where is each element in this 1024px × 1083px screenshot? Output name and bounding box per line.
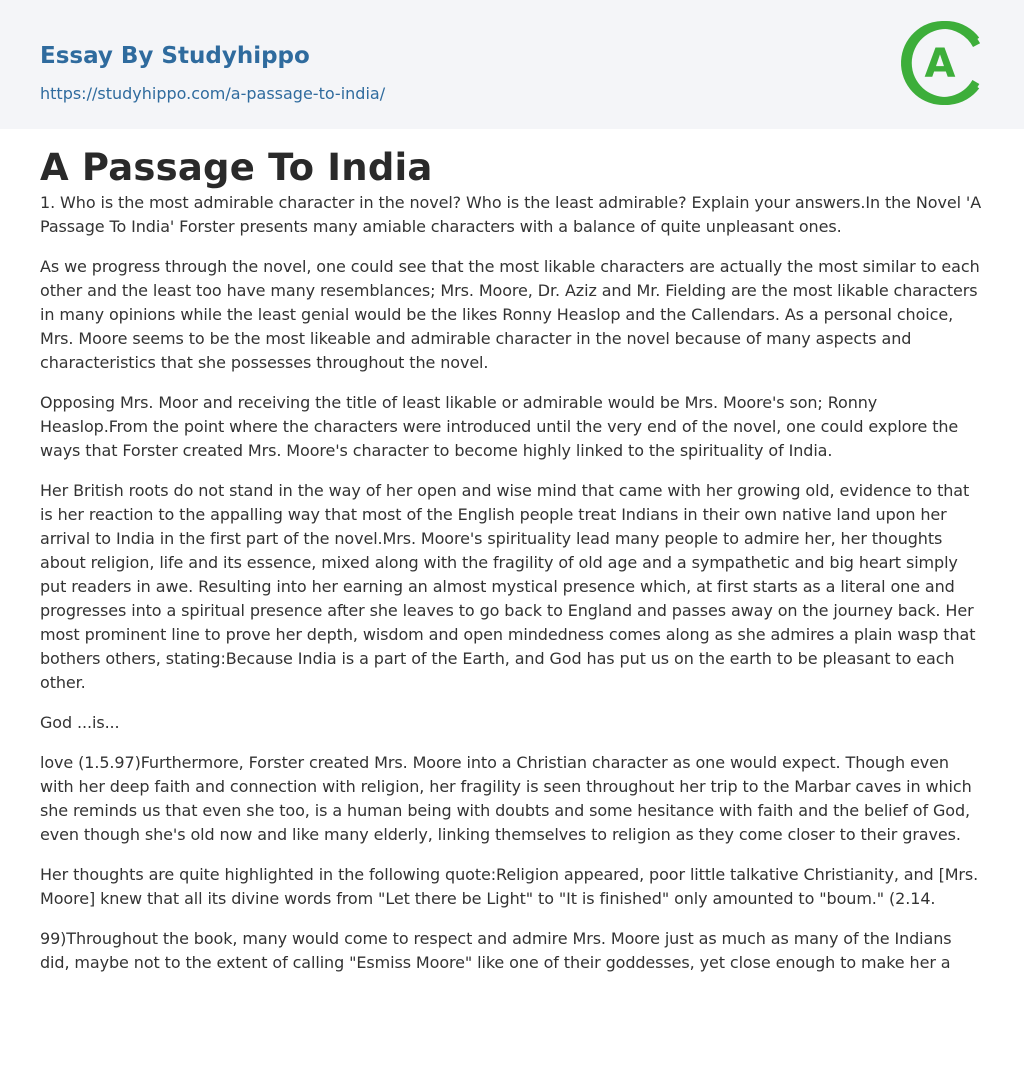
article-paragraph: love (1.5.97)Furthermore, Forster created Mrs. Moore into a Christian character as one would expect. Though even with her deep faith and connection with religion, her fragility is seen throughout her trip to the Marbar caves in which she reminds us that even she too, is a human being with doubts and some hesitance with faith and the belief of God, even though she's old now and like many elderly, linking themselves to religion as they come closer to their graves. bbox=[40, 753, 972, 844]
source-url-link[interactable]: https://studyhippo.com/a-passage-to-india/ bbox=[40, 84, 386, 103]
article-title: A Passage To India bbox=[40, 146, 433, 189]
article-paragraph: As we progress through the novel, one could see that the most likable characters are actually the most similar to each other and the least too have many resemblances; Mrs. Moore, Dr. Aziz and Mr. Fielding are the most likable characters in many opinions while the least genial would be the likes Ronny Heaslop and the Callendars. As a personal choice, Mrs. Moore seems to be the most likeable and admirable character in the novel because of many aspects and characteristics that she possesses throughout the novel. bbox=[40, 257, 980, 372]
article-paragraph: Her thoughts are quite highlighted in the following quote:Religion appeared, poor little talkative Christianity, and [Mrs. Moore] knew that all its divine words from "Let there be Light" to "It is finished" only amounted to "boum." (2.14. bbox=[40, 865, 979, 908]
logo-letter: A bbox=[924, 41, 956, 87]
article-paragraph: God ...is... bbox=[40, 713, 120, 732]
article-paragraph: Opposing Mrs. Moor and receiving the title of least likable or admirable would be Mrs. Moore's son; Ronny Heaslop.From the point where the characters were introduced until the very end of the novel, one could explore the ways that Forster created Mrs. Moore's character to become highly linked to the spirituality of India. bbox=[40, 393, 959, 460]
brand-title[interactable]: Essay By Studyhippo bbox=[40, 43, 310, 69]
article-paragraph: 1. Who is the most admirable character in the novel? Who is the least admirable? Explain your answers.In the Novel 'A Passage To India' Forster presents many amiable characters with a balance of quite unpleasant ones. bbox=[40, 193, 982, 236]
article-paragraph: 99)Throughout the book, many would come to respect and admire Mrs. Moore just as much as many of the Indians did, maybe not to the extent of calling "Esmiss Moore" like one of their goddesses, yet close enough to make her a bbox=[40, 929, 952, 972]
article-paragraph: Her British roots do not stand in the way of her open and wise mind that came with her growing old, evidence to that is her reaction to the appalling way that most of the English people treat Indians in their own native land upon her arrival to India in the first part of the novel.Mrs. Moore's spirituality lead many people to admire her, her thoughts about religion, life and its essence, mixed along with the fragility of old age and a sympathetic and big heart simply put readers in awe. Resulting into her earning an almost mystical presence which, at first starts as a literal one and progresses into a spiritual presence after she leaves to go back to England and passes away on the journey back. Her most prominent line to prove her depth, wisdom and open mindedness comes along as she admires a plain wasp that bothers others, stating:Because India is a part of the Earth, and God has put us on the earth to be pleasant to each other. bbox=[40, 481, 976, 692]
article bbox=[0, 145, 1024, 975]
studyhippo-logo-icon[interactable] bbox=[898, 18, 988, 108]
page-header bbox=[0, 0, 1024, 129]
